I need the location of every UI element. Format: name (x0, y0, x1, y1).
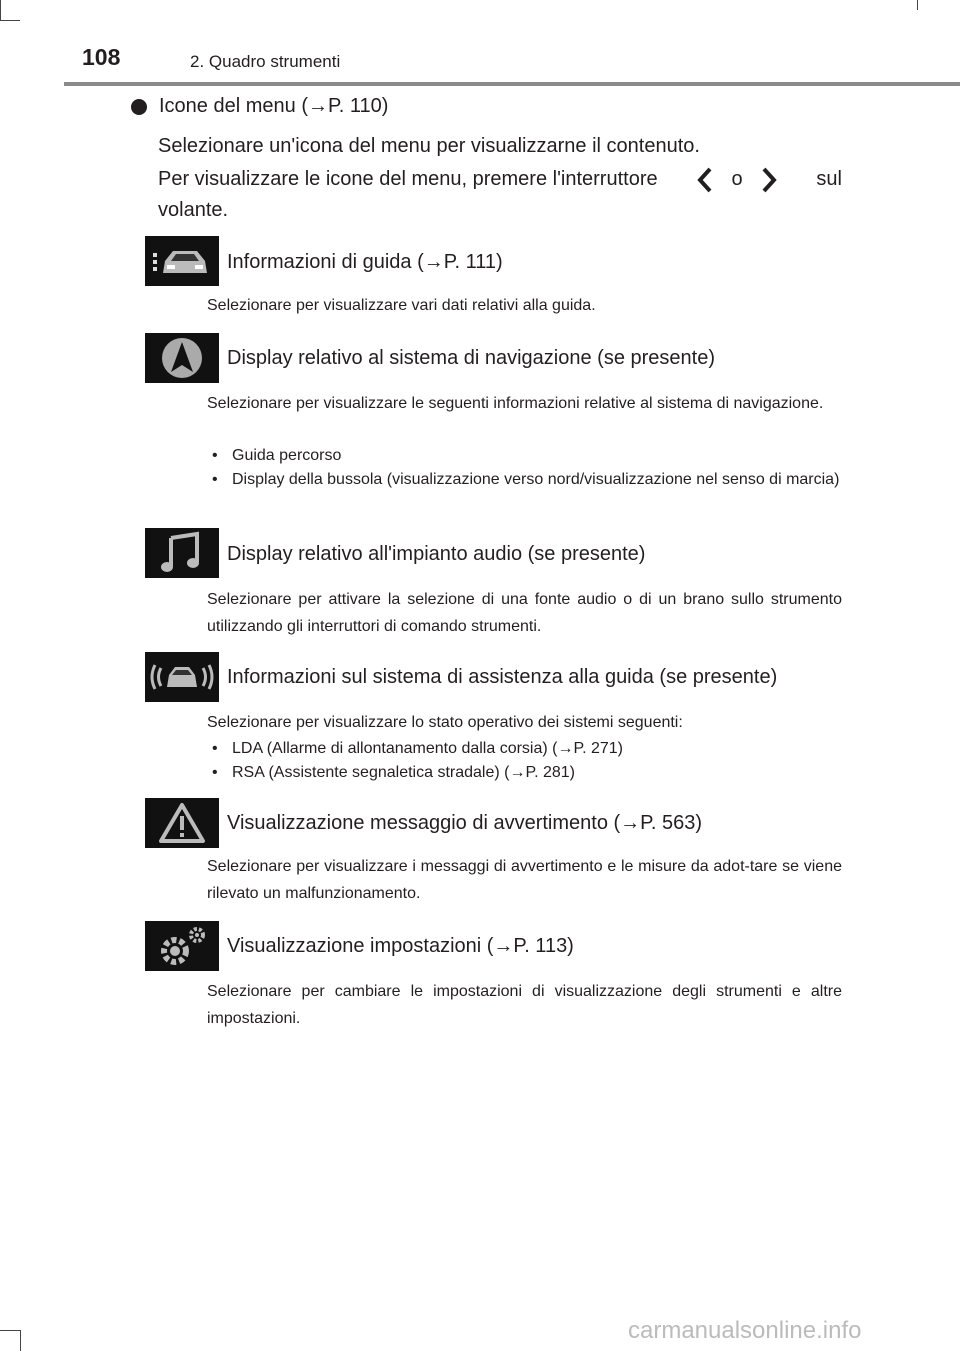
item-title: Visualizzazione messaggio di avvertimento (→P. 563) (227, 812, 703, 834)
intro-line-1: Selezionare un'icona del menu per visualizzarne il contenuto. (158, 135, 700, 157)
page-number: 108 (82, 44, 121, 70)
or-text: o (731, 168, 743, 190)
header-divider (64, 82, 960, 86)
intro-line-3: volante. (158, 199, 229, 221)
item-title: Informazioni di guida (→P. 111) (227, 251, 503, 273)
bullet-dot-icon (131, 99, 147, 115)
switch-group (697, 164, 776, 195)
watermark: carmanualsonline.info (628, 1317, 862, 1344)
navigation-arrow-icon (145, 333, 219, 383)
crop-mark (20, 1330, 21, 1351)
item-description: Selezionare per visualizzare le seguenti informazioni relative al sistema di navigazione. (207, 395, 824, 412)
intro-heading (131, 95, 388, 118)
chevron-right-icon (761, 167, 777, 193)
item-title: Display relativo al sistema di navigazione (se presente) (227, 347, 716, 369)
intro-line-2-text: Per visualizzare le icone del menu, premere l'interruttore (158, 168, 658, 190)
intro-heading-text: Icone del menu (→P. 110) (159, 95, 389, 117)
list-item: • RSA (Assistente segnaletica stradale) (→P. 281) (212, 761, 842, 785)
item-title: Display relativo all'impianto audio (se presente) (227, 543, 646, 565)
item-description: Selezionare per visualizzare i messaggi di avvertimento e le misure da adot-tare se viene rilevato un malfunzionamento. (207, 858, 842, 902)
item-description: Selezionare per cambiare le impostazioni di visualizzazione degli strumenti e altre impostazioni. (207, 983, 842, 1027)
item-description: Selezionare per attivare la selezione di una fonte audio o di un brano sullo strumento utilizzando gli interruttori di comando strumenti. (207, 591, 842, 635)
list-item: • Guida percorso (212, 444, 842, 468)
section-title: 2. Quadro strumenti (190, 52, 341, 71)
crop-mark (0, 20, 20, 21)
intro-line-2 (158, 164, 842, 195)
list-item: • LDA (Allarme di allontanamento dalla corsia) (→P. 271) (212, 737, 842, 761)
chevron-left-icon (697, 167, 713, 193)
item-description: Selezionare per visualizzare lo stato operativo dei sistemi seguenti: (207, 714, 683, 731)
crop-mark (0, 1330, 20, 1331)
item-description: Selezionare per visualizzare vari dati relativi alla guida. (207, 297, 596, 314)
crop-mark (0, 0, 1, 20)
intro-line-2-end: sul (816, 168, 842, 190)
music-note-icon (145, 528, 219, 578)
item-title: Informazioni sul sistema di assistenza alla guida (se presente) (227, 666, 778, 688)
driving-assist-icon (145, 652, 219, 702)
crop-mark (917, 0, 918, 10)
list-item: • Display della bussola (visualizzazione verso nord/visualizzazione nel senso di marcia) (212, 468, 842, 492)
car-info-icon (145, 236, 219, 286)
item-title: Visualizzazione impostazioni (→P. 113) (227, 935, 574, 957)
gear-settings-icon (145, 921, 219, 971)
warning-triangle-icon (145, 798, 219, 848)
